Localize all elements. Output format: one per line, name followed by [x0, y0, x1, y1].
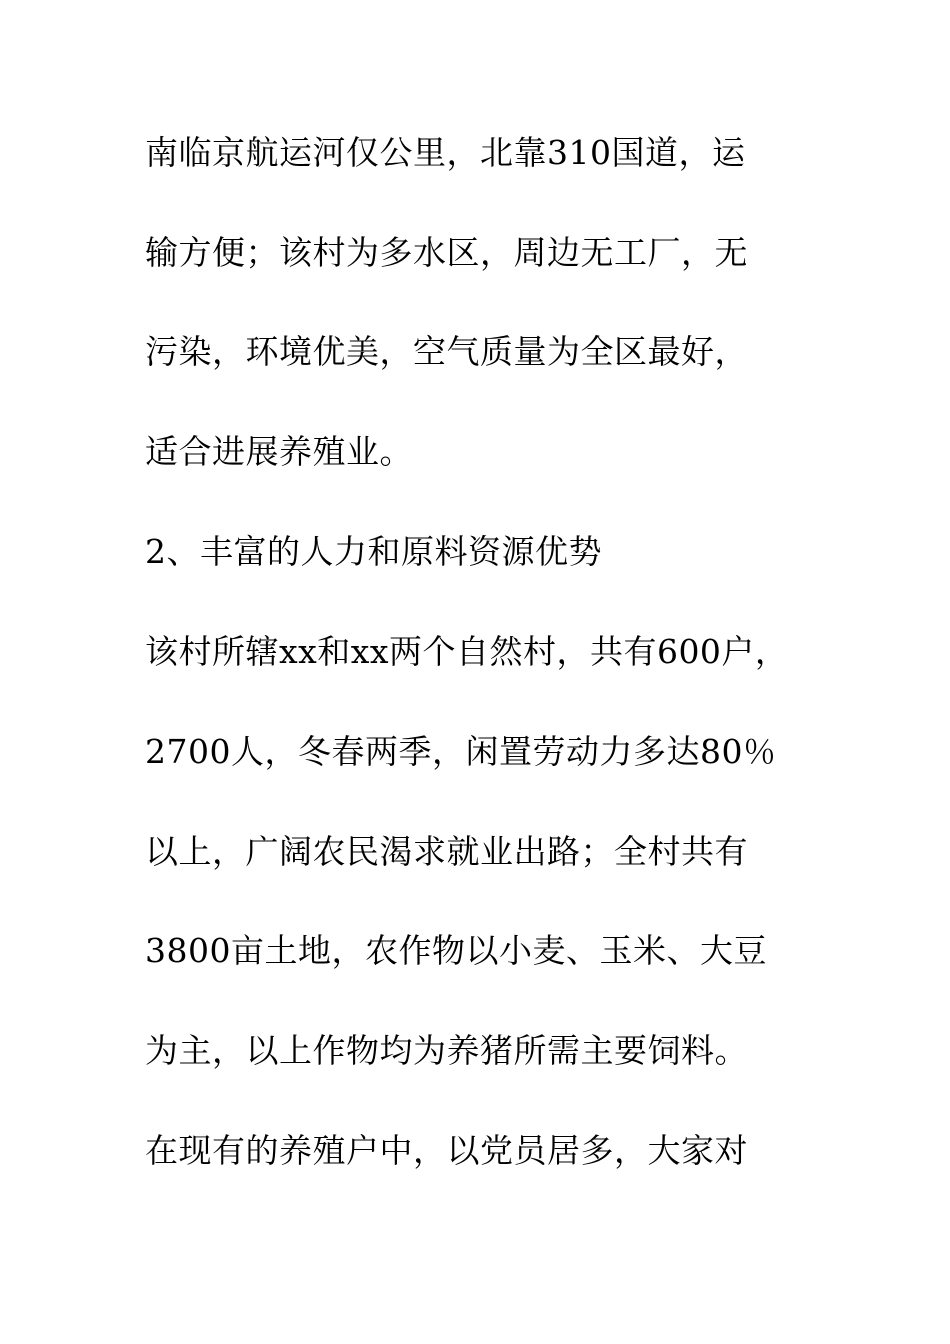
paragraph-line: 输方便；该村为多水区，周边无工厂，无	[145, 233, 748, 272]
paragraph-line: 2700人，冬春两季，闲置劳动力多达80％	[145, 732, 777, 771]
paragraph-line: 南临京航运河仅公里，北靠310国道，运	[145, 133, 746, 172]
paragraph-line: 适合进展养殖业。	[145, 432, 413, 471]
section-heading: 2、丰富的人力和原料资源优势	[145, 532, 602, 571]
paragraph-line: 为主，以上作物均为养猪所需主要饲料。	[145, 1031, 748, 1070]
paragraph-line: 在现有的养殖户中，以党员居多，大家对	[145, 1131, 748, 1170]
paragraph-line: 污染，环境优美，空气质量为全区最好，	[145, 332, 748, 371]
paragraph-line: 以上，广阔农民渴求就业出路；全村共有	[145, 832, 748, 871]
paragraph-line: 该村所辖xx和xx两个自然村，共有600户，	[145, 632, 789, 671]
paragraph-line: 3800亩土地，农作物以小麦、玉米、大豆	[145, 931, 767, 970]
